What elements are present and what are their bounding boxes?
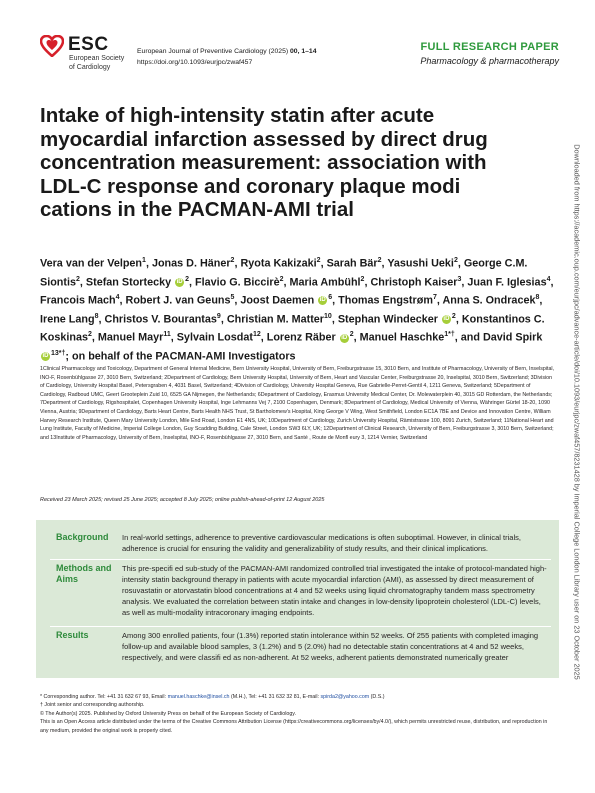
author-name: David Spirk — [482, 331, 543, 344]
joint-authorship-note: † Joint senior and corresponding authorship. — [40, 702, 145, 709]
author-affiliation-mark: 1 — [142, 257, 146, 264]
footnote-text: (D.S.) — [369, 694, 385, 700]
author-affiliation-mark: 1*† — [444, 331, 455, 339]
author-name: Manuel Mayr — [97, 331, 164, 344]
author-affiliation-mark: 2 — [453, 257, 458, 264]
author-affiliation-mark: 9 — [216, 312, 221, 320]
author-name: Stephan Windecker — [337, 313, 438, 326]
author-affiliation-mark: 8 — [94, 312, 99, 320]
footnote-text: (M.H.), Tel: +41 31 632 32 81, E-mail: — [229, 694, 321, 700]
author-name: Sylvain Losdat — [176, 331, 253, 344]
volume-pages: 00, 1–14 — [288, 48, 317, 55]
author-affiliation-mark: 2 — [76, 275, 80, 283]
journal-name: European Journal of Preventive Cardiology (2025) — [137, 48, 289, 55]
footnote-text: * Corresponding author. Tel: +41 31 632 67 93, Email: — [40, 694, 168, 700]
license-note: This is an Open Access article distributed under the terms of the Creative Commons Attribution License (https://creativecommons.org/licenses/by/4.0/), which permits unrestricted reuse, distribution, and reproduction in any medium, provided the original work is properly cited. — [40, 719, 548, 734]
author-affiliation-mark: 12 — [252, 331, 261, 339]
author-name: Manuel Haschke — [359, 331, 445, 344]
author-affiliation-mark: 4 — [115, 294, 120, 302]
abstract-text: In real-world settings, adherence to preventive cardiovascular medications is often suboptimal. However, in clinical trials, adherence is crucial for ensuring the validity and generalizability of study results, and their clinical implications. — [122, 533, 521, 553]
article-section: Pharmacology & pharmacotherapy — [420, 56, 559, 66]
affiliations: 1Clinical Pharmacology and Toxicology, Department of General Internal Medicine, Bern University Hospital, University of Bern, Freiburgstrasse 15, 3010 Bern, and Institute of Pharmacology, University of Bern, Inselspital, INO-F, Rosenbühlgasse 27, 3010 Bern, Switzerland; 2Department of Cardiology, Bern University Hospital, University of Bern, Heart and Vascular Center, Freiburgstrasse 20, Inselspital, 3010 Bern, Switzerland; 3Division of Cardiology, University Hospital Basel, Petersgraben 4, 4031 Basel, Switzerland; 4Division of Cardiology, University Hospital Geneva, Rue Gabrielle-Perret-Gentil 4, 1211 Geneva, Switzerland; 5Department of Cardiology, Radboud UMC, Geert Grooteplein Zuid 10, 6525 GA Nijmegen, the Netherlands; 6Department of Cardiology, Erasmus University Medical Center, Dr. Molewaterplein 40, 3015 GD Rotterdam, the Netherlands; 7Department of Cardiology, Rigshospitalet, Copenhagen University Hospital, Inge Lehmanns Vej 7, 2100 Copenhagen, Denmark; 8Department of Cardiology, Medical University of Vienna, Währinger Gürtel 18-20, 1090 Vienna, Austria; 9Department of Cardiology, Barts Heart Centre, Barts Health NHS Trust, St Bartholomew's Hospital, King George V Wing, West Smithfield, London EC1A 7BE and Device and Innovation Centre, William Harvey Research Institute, Queen Mary University London, Mile End Road, London E1 4NS, UK; 10Department of Cardiology, Zurich University Hospital, Rämistrasse 100, 8091 Zurich, Switzerland; 11National Heart and Lung Institute, Faculty of Medicine, Imperial College London, Guy Scadding Building, Cale Street, London SW3 6LY, UK; 12Department of Clinical Research, University of Bern, Freiburgstrasse 3, 3010 Bern, Switzerland; and 13Institute of Pharmacology, University of Bern, Inselspital, INO-F, Rosenbühlgasse 27, 3010 Bern, and Santé , Route de Monfl eury 3, 1214 Vernier, Switzerland — [40, 366, 555, 441]
author-name: Christian M. Matter — [226, 313, 325, 326]
abstract-divider — [50, 626, 551, 627]
author-affiliation-mark: 13*† — [51, 349, 66, 357]
esc-heart-logo-icon — [40, 35, 64, 57]
abstract-text: This pre-specifi ed sub-study of the PACMAN-AMI randomized controlled trial investigated the intake of protocol-mandated high-intensity statin background therapy in patients with acute myocardial infarction (AMI), as assessed by direct measurement of rosuvastatin or atorvastatin blood concentrations at 4 and 52 weeks using liquid chromatography tandem mass spectrometry analysis. We evaluated the correlation between statin intake and changes in low-density lipoprotein cholesterol (LDL-C) levels, as well as multi-modality intracoronary imaging endpoints. — [122, 564, 547, 617]
abstract-divider — [50, 559, 551, 560]
author-affiliation-mark: 8 — [535, 294, 540, 302]
author-name: Jonas D. Häner — [151, 257, 231, 270]
author-affiliation-mark: 11 — [163, 331, 171, 339]
author-affiliation-mark: 2 — [88, 331, 92, 339]
author-name: Juan F. Iglesias — [467, 276, 547, 289]
abstract-label: Methods and Aims — [56, 563, 112, 584]
orcid-icon[interactable]: iD — [443, 316, 450, 323]
article-type: FULL RESEARCH PAPER — [420, 41, 559, 53]
author-name: Konstantinos C. Koskinas — [40, 313, 545, 344]
footnotes — [40, 693, 555, 735]
author-name: George C.M. Siontis — [40, 257, 528, 289]
author-name: Christos V. Bourantas — [104, 313, 217, 326]
abstract-text: Among 300 enrolled patients, four (1.3%) reported statin intolerance within 52 weeks. Of 255 patients with completed imaging follow-up and available blood samples, 3 (1.2%) and 5 (2.0%) had no detectable statin concentrations at 4 and 52 weeks, respectively, and were classifi ed as non-adherent. At 52 weeks, adherent patients demonstrated numerically greater — [122, 631, 539, 662]
author-affiliation-mark: 2 — [451, 312, 456, 320]
download-watermark-text: Downloaded from https://academic.oup.com/eurjpc/advance-article/doi/10.1093/eurjpc/zwaf457/8231428 by Imperial College London Library user on 23 October 2025 — [572, 144, 582, 680]
orcid-icon[interactable]: iD — [319, 297, 326, 304]
email-link[interactable]: spirda2@yahoo.com — [320, 694, 370, 700]
abstract-label: Results — [56, 630, 89, 640]
author-affiliation-mark: 6 — [328, 294, 333, 302]
received-dates: Received 23 March 2025; revised 25 June 2025; accepted 8 July 2025; online publish-ahead-of-print 12 August 2025 — [40, 497, 325, 503]
author-affiliation-mark: 3 — [457, 275, 462, 283]
author-affiliation-mark: 10 — [324, 312, 332, 320]
author-affiliation-mark: 2 — [316, 257, 321, 264]
author-name: Ryota Kakizaki — [240, 257, 317, 270]
doi-link[interactable]: https://doi.org/10.1093/eurjpc/zwaf457 — [137, 59, 253, 66]
journal-citation — [137, 46, 317, 68]
author-name: Christoph Kaiser — [370, 276, 458, 289]
author-list: Vera van der Velpen$^1$, Jonas D. Häner$^2$, Ryota Kakizaki$^2$, Sarah Bär$^2$, Yasushi Ueki$^2$, George C.M. Siontis$^2$, Stefan Stortecky iD $^2$, Flavio G. Biccirè$^2$, Maria Ambühl$^2$, Christoph Kaiser$^3$, Juan F. Iglesias$^4$, Francois Mach$^4$, Robert J. van Geuns$^5$, Joost Daemen iD $^6$, Thomas Engstrøm$^7$, Anna S. Ondracek$^8$, Irene Lang$^8$, Christos V. Bourantas$^9$, Christian M. Matter$^{10}$, Stephan Windecker iD $^2$, Konstantinos C. Koskinas$^2$, Manuel Mayr$^{11}$, Sylvain Losdat$^{12}$, Lorenz Räber iD $^2$, Manuel Haschke$^{1*\dagger}$, and David Spirk iD $^{13*\dagger}$; on behalf of the PACMAN-AMI Investigators — [40, 257, 554, 363]
author-name: Joost Daemen — [240, 294, 315, 307]
logo-name: ESC — [68, 34, 109, 55]
author-affiliation-mark: 2 — [349, 331, 354, 339]
structured-abstract — [36, 520, 559, 678]
author-name: Anna S. Ondracek — [442, 294, 536, 307]
author-name: Yasushi Ueki — [387, 257, 454, 270]
author-affiliation-mark: 5 — [230, 294, 235, 302]
author-name: Thomas Engstrøm — [338, 294, 433, 307]
authors-suffix: ; on behalf of the PACMAN-AMI Investigators — [65, 350, 296, 363]
author-name: Sarah Bär — [326, 257, 378, 270]
author-affiliation-mark: 7 — [432, 294, 437, 302]
author-name: Maria Ambühl — [289, 276, 361, 289]
logo-line-1: European Society — [69, 55, 125, 62]
author-affiliation-mark: 2 — [377, 257, 382, 264]
orcid-icon[interactable]: iD — [42, 353, 49, 360]
author-name: Robert J. van Geuns — [125, 294, 231, 307]
author-affiliation-mark: 2 — [185, 275, 190, 283]
copyright-note: © The Author(s) 2025. Published by Oxford University Press on behalf of the European Society of Cardiology. — [40, 710, 297, 717]
article-title: Intake of high-intensity statin after acute myocardial infarction assessed by direct drug concentration measurement: association with LDL-C response and coronary plaque modi cations in the PACMAN-AMI trial — [40, 104, 488, 221]
author-affiliation-mark: 2 — [360, 275, 365, 283]
author-affiliation-mark: 4 — [546, 275, 551, 283]
corresponding-author — [40, 693, 555, 701]
abstract-label: Background — [56, 532, 109, 542]
orcid-icon[interactable]: iD — [341, 334, 348, 341]
author-affiliation-mark: 2 — [230, 257, 235, 264]
author-name: Vera van der Velpen — [40, 257, 143, 270]
orcid-icon[interactable]: iD — [176, 278, 183, 285]
logo-subtitle — [69, 55, 124, 72]
author-name: Stefan Stortecky — [85, 276, 172, 289]
author-name: Flavio G. Biccirè — [195, 276, 280, 289]
author-name: Francois Mach — [40, 294, 116, 307]
logo-line-2: of Cardiology — [69, 63, 111, 71]
author-name: Irene Lang — [40, 313, 95, 326]
author-name: Lorenz Räber — [266, 331, 336, 344]
author-affiliation-mark: 2 — [279, 275, 284, 283]
email-link[interactable]: manuel.haschke@insel.ch — [167, 694, 230, 700]
